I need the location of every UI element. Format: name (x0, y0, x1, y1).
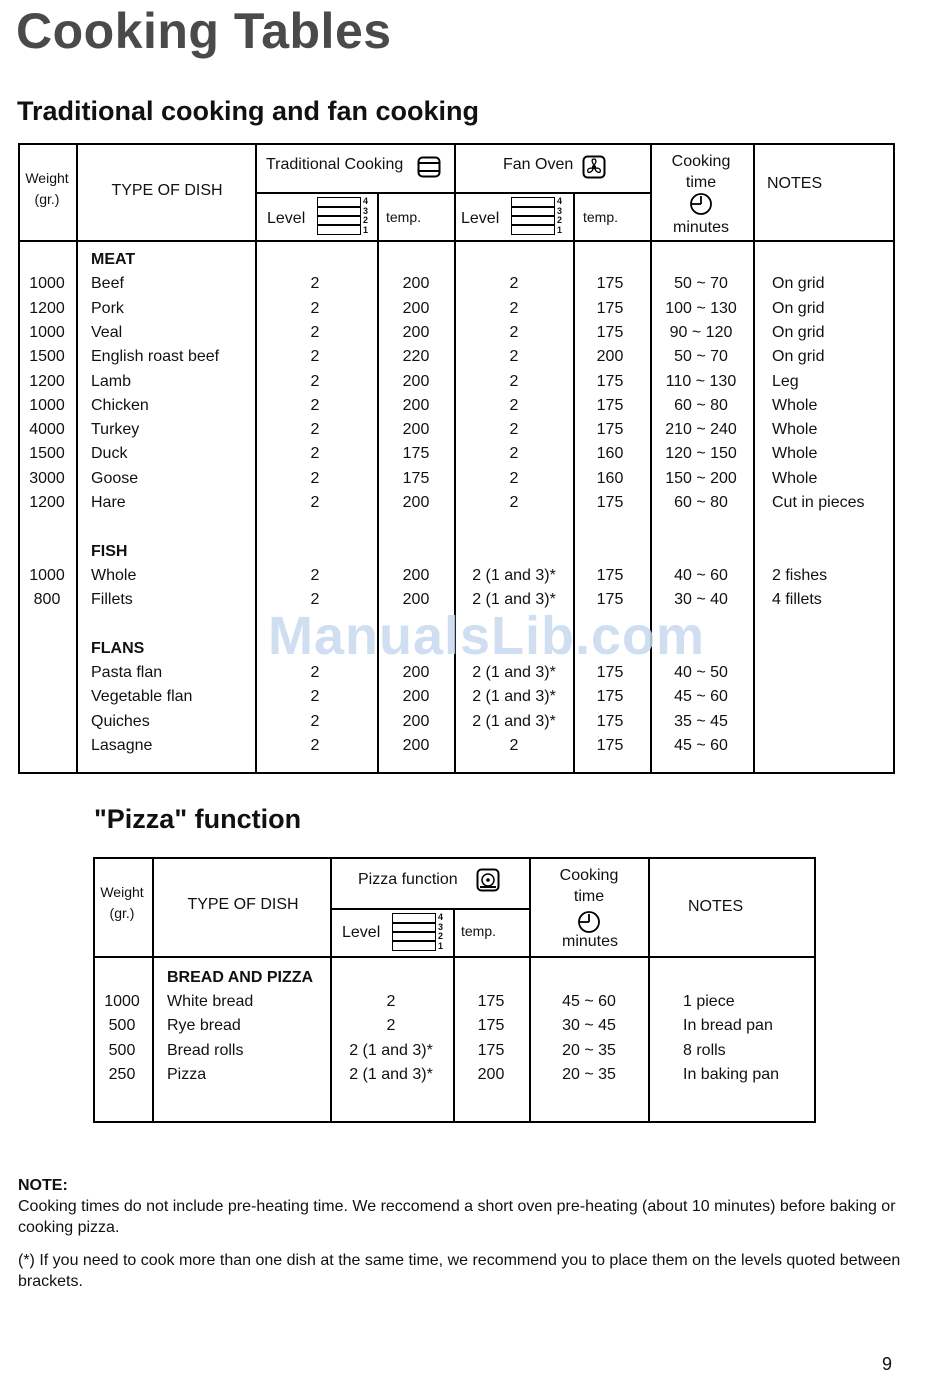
traditional-temp-cell: 200 (402, 300, 430, 317)
weight-cell: 800 (33, 591, 61, 608)
dish-cell: Vegetable flan (91, 688, 193, 705)
fan-temp-cell: 175 (596, 300, 624, 317)
column-divider (377, 192, 379, 774)
traditional-temp-cell: 200 (402, 688, 430, 705)
notes-cell: Whole (772, 445, 818, 462)
traditional-temp-cell: 200 (402, 591, 430, 608)
traditional-level-cell: 2 (310, 348, 320, 365)
weight-unit-header: (gr.) (34, 191, 60, 207)
column-divider (753, 143, 755, 774)
cooking-time-cell: 20 ~ 35 (562, 1042, 616, 1059)
notes-cell: 4 fillets (772, 591, 822, 608)
dish-cell: Whole (91, 567, 137, 584)
notes-cell: In baking pan (683, 1066, 780, 1083)
fan-temp-cell: 200 (596, 348, 624, 365)
traditional-temp-cell: 200 (402, 324, 430, 341)
weight-unit-header: (gr.) (109, 905, 135, 921)
fan-oven-icon (582, 155, 606, 179)
fan-oven-header: Fan Oven (503, 156, 574, 173)
traditional-temp-cell: 200 (402, 713, 430, 730)
temp-header: temp. (461, 923, 497, 939)
dish-cell: Pizza (167, 1066, 207, 1083)
weight-cell: 1500 (29, 445, 65, 462)
cooking-time-cell: 45 ~ 60 (674, 737, 728, 754)
traditional-temp-cell: 200 (402, 397, 430, 414)
fan-level-cell: 2 (1 and 3)* (472, 688, 556, 705)
page-title: Cooking Tables (16, 3, 392, 59)
cooking-time-cell: 35 ~ 45 (674, 713, 728, 730)
cooking-time-cell: 210 ~ 240 (665, 421, 737, 438)
notes-cell: On grid (772, 275, 825, 292)
traditional-level-cell: 2 (310, 397, 320, 414)
weight-cell: 500 (108, 1017, 136, 1034)
cooking-time-cell: 110 ~ 130 (665, 373, 737, 390)
traditional-level-cell: 2 (310, 737, 320, 754)
column-divider (454, 143, 456, 774)
category-label: BREAD AND PIZZA (167, 969, 314, 986)
fan-temp-cell: 175 (596, 494, 624, 511)
cooking-time-cell: 40 ~ 60 (674, 567, 728, 584)
notes-cell: Whole (772, 421, 818, 438)
level-cell: 2 (1 and 3)* (349, 1066, 433, 1083)
level-header: Level (267, 210, 306, 227)
notes-cell: 1 piece (683, 993, 735, 1010)
oven-traditional-icon (417, 156, 441, 178)
column-divider (648, 857, 650, 1123)
fan-level-cell: 2 (509, 445, 519, 462)
notes-cell: 2 fishes (772, 567, 828, 584)
weight-cell: 1200 (29, 494, 65, 511)
level-cell: 2 (386, 993, 396, 1010)
column-divider (573, 192, 575, 774)
traditional-level-cell: 2 (310, 494, 320, 511)
weight-cell: 1000 (104, 993, 140, 1010)
weight-header: Weight (100, 884, 144, 900)
fan-temp-cell: 175 (596, 737, 624, 754)
fan-level-cell: 2 (509, 348, 519, 365)
fan-level-cell: 2 (509, 494, 519, 511)
cooking-time-cell: 90 ~ 120 (669, 324, 733, 341)
cooking-time-cell: 60 ~ 80 (674, 494, 728, 511)
fan-level-cell: 2 (1 and 3)* (472, 713, 556, 730)
clock-icon (689, 192, 713, 216)
fan-level-cell: 2 (509, 324, 519, 341)
header-separator (18, 240, 895, 242)
column-divider (453, 908, 455, 1123)
traditional-level-cell: 2 (310, 373, 320, 390)
traditional-temp-cell: 220 (402, 348, 430, 365)
fan-temp-cell: 175 (596, 397, 624, 414)
notes-header: NOTES (688, 898, 744, 915)
fan-level-cell: 2 (1 and 3)* (472, 567, 556, 584)
traditional-level-cell: 2 (310, 664, 320, 681)
cooking-time-cell: 45 ~ 60 (674, 688, 728, 705)
weight-header: Weight (25, 170, 69, 186)
fan-level-cell: 2 (509, 470, 519, 487)
dish-cell: Chicken (91, 397, 149, 414)
dish-cell: Lamb (91, 373, 132, 390)
fan-level-cell: 2 (509, 421, 519, 438)
cooking-time-cell: 50 ~ 70 (674, 348, 728, 365)
shelf-level-numbers: 4 3 2 1 (363, 196, 369, 235)
cooking-time-cell: 150 ~ 200 (665, 470, 737, 487)
traditional-temp-cell: 200 (402, 567, 430, 584)
cooking-time-cell: 50 ~ 70 (674, 275, 728, 292)
temp-cell: 175 (477, 993, 505, 1010)
notes-cell: Whole (772, 397, 818, 414)
traditional-level-cell: 2 (310, 470, 320, 487)
cooking-time-cell: 30 ~ 40 (674, 591, 728, 608)
clock-icon (577, 910, 601, 934)
shelf-levels-icon (392, 913, 436, 951)
category-label: FLANS (91, 640, 145, 657)
minutes-header: minutes (561, 933, 619, 950)
cooking-time-header-time: time (685, 174, 717, 191)
cooking-time-header-time: time (573, 888, 605, 905)
weight-cell: 1000 (29, 324, 65, 341)
traditional-level-cell: 2 (310, 324, 320, 341)
notes-cell: Whole (772, 470, 818, 487)
dish-cell: Pork (91, 300, 124, 317)
traditional-level-cell: 2 (310, 445, 320, 462)
shelf-level-numbers: 4 3 2 1 (438, 912, 444, 951)
pizza-function-icon (476, 868, 500, 892)
traditional-temp-cell: 200 (402, 373, 430, 390)
column-divider (650, 143, 652, 774)
weight-cell: 4000 (29, 421, 65, 438)
note-text: Cooking times do not include pre-heating time. We reccomend a short oven pre-heating (about 10 minutes) before baking or cooking pizza. (18, 1198, 896, 1236)
traditional-temp-cell: 200 (402, 421, 430, 438)
fan-temp-cell: 175 (596, 688, 624, 705)
note-footnote: (*) If you need to cook more than one dish at the same time, we recommend you to place them on the levels quoted between brackets. (18, 1252, 901, 1290)
traditional-level-cell: 2 (310, 713, 320, 730)
notes-header: NOTES (767, 175, 823, 192)
section-title-traditional: Traditional cooking and fan cooking (17, 96, 480, 126)
note-label: NOTE: (18, 1177, 68, 1194)
fan-level-cell: 2 (1 and 3)* (472, 591, 556, 608)
fan-temp-cell: 160 (596, 445, 624, 462)
fan-level-cell: 2 (509, 373, 519, 390)
weight-cell: 1500 (29, 348, 65, 365)
traditional-temp-cell: 200 (402, 664, 430, 681)
fan-level-cell: 2 (509, 275, 519, 292)
temp-header: temp. (386, 209, 422, 225)
dish-cell: Beef (91, 275, 124, 292)
notes-cell: On grid (772, 300, 825, 317)
weight-cell: 500 (108, 1042, 136, 1059)
dish-cell: Bread rolls (167, 1042, 244, 1059)
shelf-level-numbers: 4 3 2 1 (557, 196, 563, 235)
traditional-temp-cell: 175 (402, 445, 430, 462)
weight-cell: 1000 (29, 275, 65, 292)
traditional-level-cell: 2 (310, 591, 320, 608)
dish-cell: English roast beef (91, 348, 220, 365)
column-divider (255, 143, 257, 774)
weight-cell: 1000 (29, 397, 65, 414)
dish-cell: Quiches (91, 713, 150, 730)
weight-cell: 250 (108, 1066, 136, 1083)
temp-cell: 175 (477, 1042, 505, 1059)
fan-temp-cell: 175 (596, 373, 624, 390)
notes-cell: In bread pan (683, 1017, 773, 1034)
cooking-time-cell: 100 ~ 130 (665, 300, 737, 317)
dish-cell: Pasta flan (91, 664, 163, 681)
level-cell: 2 (386, 1017, 396, 1034)
traditional-level-cell: 2 (310, 688, 320, 705)
note-block (18, 1175, 908, 1304)
fan-temp-cell: 175 (596, 324, 624, 341)
category-label: MEAT (91, 251, 136, 268)
temp-header: temp. (583, 209, 619, 225)
dish-cell: Veal (91, 324, 123, 341)
notes-cell: On grid (772, 324, 825, 341)
fan-level-cell: 2 (1 and 3)* (472, 664, 556, 681)
notes-cell: On grid (772, 348, 825, 365)
fan-temp-cell: 175 (596, 591, 624, 608)
shelf-levels-icon (511, 197, 555, 235)
traditional-level-cell: 2 (310, 300, 320, 317)
type-of-dish-header: TYPE OF DISH (111, 182, 223, 199)
page-number: 9 (881, 1354, 892, 1374)
traditional-temp-cell: 200 (402, 275, 430, 292)
fan-level-cell: 2 (509, 737, 519, 754)
level-cell: 2 (1 and 3)* (349, 1042, 433, 1059)
temp-cell: 175 (477, 1017, 505, 1034)
pizza-function-header: Pizza function (358, 871, 458, 888)
fan-temp-cell: 160 (596, 470, 624, 487)
cooking-time-header: Cooking (671, 153, 731, 170)
fan-level-cell: 2 (509, 300, 519, 317)
fan-temp-cell: 175 (596, 275, 624, 292)
traditional-level-cell: 2 (310, 567, 320, 584)
weight-cell: 1000 (29, 567, 65, 584)
fan-temp-cell: 175 (596, 567, 624, 584)
weight-cell: 3000 (29, 470, 65, 487)
dish-cell: Rye bread (167, 1017, 241, 1034)
category-label: FISH (91, 543, 128, 560)
section-title-pizza: "Pizza" function (94, 804, 302, 834)
traditional-level-cell: 2 (310, 275, 320, 292)
fan-temp-cell: 175 (596, 713, 624, 730)
dish-cell: White bread (167, 993, 254, 1010)
fan-temp-cell: 175 (596, 421, 624, 438)
traditional-temp-cell: 175 (402, 470, 430, 487)
dish-cell: Hare (91, 494, 126, 511)
level-header: Level (461, 210, 500, 227)
weight-cell: 1200 (29, 373, 65, 390)
cooking-time-cell: 60 ~ 80 (674, 397, 728, 414)
cooking-time-header: Cooking (559, 867, 619, 884)
cooking-time-cell: 30 ~ 45 (562, 1017, 616, 1034)
column-divider (152, 857, 154, 1123)
cooking-time-cell: 40 ~ 50 (674, 664, 728, 681)
traditional-temp-cell: 200 (402, 737, 430, 754)
fan-temp-cell: 175 (596, 664, 624, 681)
notes-cell: Leg (772, 373, 799, 390)
temp-cell: 200 (477, 1066, 505, 1083)
cooking-time-cell: 20 ~ 35 (562, 1066, 616, 1083)
fan-level-cell: 2 (509, 397, 519, 414)
header-subseparator (331, 908, 530, 910)
dish-cell: Goose (91, 470, 139, 487)
notes-cell: 8 rolls (683, 1042, 726, 1059)
dish-cell: Fillets (91, 591, 133, 608)
watermark: ManualsLib.com (268, 606, 706, 666)
column-divider (76, 143, 78, 774)
minutes-header: minutes (672, 219, 730, 236)
traditional-temp-cell: 200 (402, 494, 430, 511)
level-header: Level (342, 924, 381, 941)
cooking-time-cell: 45 ~ 60 (562, 993, 616, 1010)
type-of-dish-header: TYPE OF DISH (187, 896, 299, 913)
weight-cell: 1200 (29, 300, 65, 317)
traditional-cooking-header: Traditional Cooking (266, 156, 404, 173)
dish-cell: Lasagne (91, 737, 153, 754)
dish-cell: Duck (91, 445, 128, 462)
traditional-level-cell: 2 (310, 421, 320, 438)
notes-cell: Cut in pieces (772, 494, 865, 511)
column-divider (529, 857, 531, 1123)
column-divider (330, 857, 332, 1123)
cooking-time-cell: 120 ~ 150 (665, 445, 737, 462)
dish-cell: Turkey (91, 421, 140, 438)
shelf-levels-icon (317, 197, 361, 235)
